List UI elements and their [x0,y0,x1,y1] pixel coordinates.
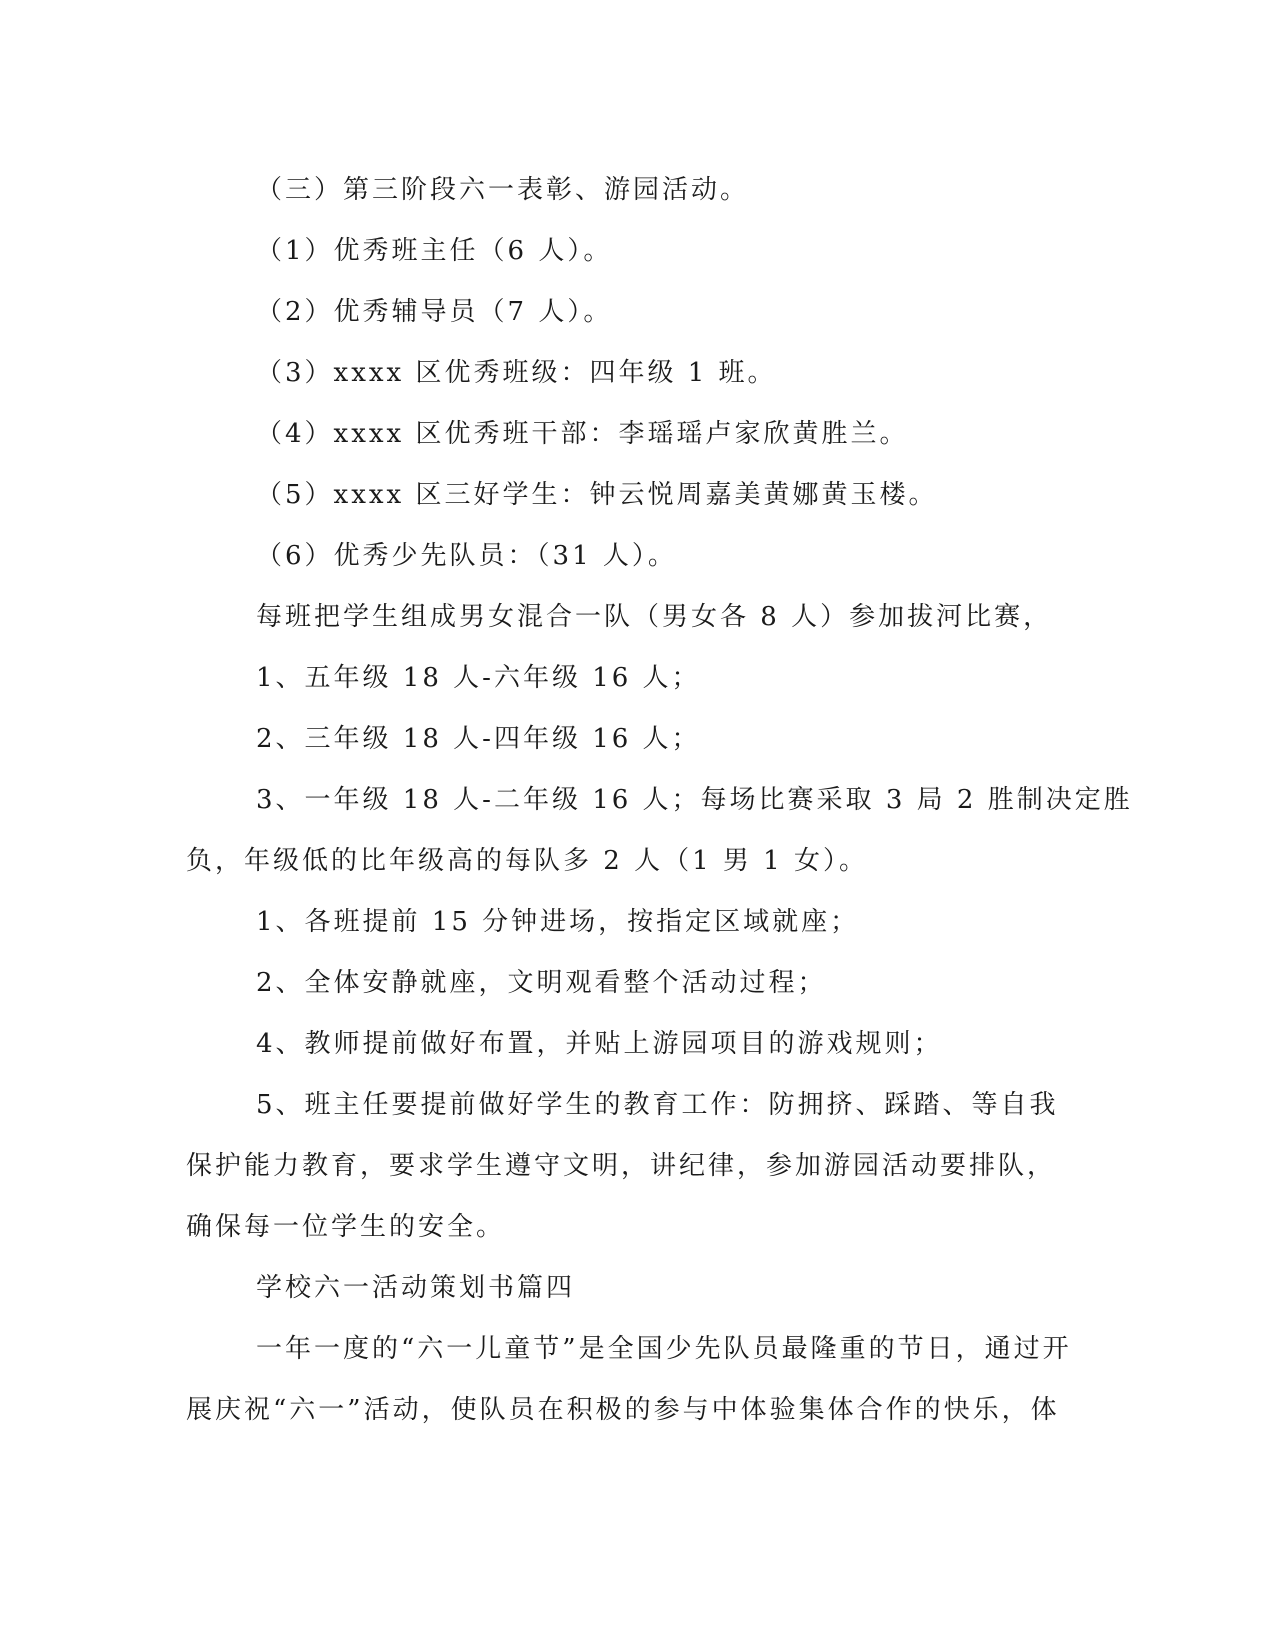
award-item-6: （6）优秀少先队员：（31 人）。 [256,541,677,571]
tug-of-war-intro: 每班把学生组成男女混合一队（男女各 8 人）参加拔河比赛， [256,602,1053,632]
rule-item-5: 5、班主任要提前做好学生的教育工作：防拥挤、踩踏、等自我 [256,1090,1059,1120]
award-item-1: （1）优秀班主任（6 人）。 [256,236,613,266]
match-item-2: 2、三年级 18 人-四年级 16 人； [256,724,701,754]
section-title-part-four: 学校六一活动策划书篇四 [256,1273,576,1303]
match-item-3-continued: 负，年级低的比年级高的每队多 2 人（1 男 1 女）。 [186,846,868,876]
rule-item-1: 1、各班提前 15 分钟进场，按指定区域就座； [256,907,860,937]
section-heading-stage-three: （三）第三阶段六一表彰、游园活动。 [256,175,750,205]
rule-item-5-continued-1: 保护能力教育，要求学生遵守文明，讲纪律，参加游园活动要排队， [186,1151,1057,1181]
award-item-2: （2）优秀辅导员（7 人）。 [256,297,613,327]
intro-paragraph-line-2: 展庆祝“六一”活动，使队员在积极的参与中体验集体合作的快乐，体 [186,1395,1060,1425]
award-item-4: （4）xxxx 区优秀班干部：李瑶瑶卢家欣黄胜兰。 [256,419,909,449]
match-item-3: 3、一年级 18 人-二年级 16 人；每场比赛采取 3 局 2 胜制决定胜 [256,785,1133,815]
match-item-1: 1、五年级 18 人-六年级 16 人； [256,663,701,693]
rule-item-5-continued-2: 确保每一位学生的安全。 [186,1212,506,1242]
rule-item-4: 4、教师提前做好布置，并贴上游园项目的游戏规则； [256,1029,943,1059]
award-item-5: （5）xxxx 区三好学生：钟云悦周嘉美黄娜黄玉楼。 [256,480,938,510]
intro-paragraph-line-1: 一年一度的“六一儿童节”是全国少先队员最隆重的节日，通过开 [256,1334,1072,1364]
award-item-3: （3）xxxx 区优秀班级：四年级 1 班。 [256,358,777,388]
document-body [186,160,1133,1441]
rule-item-2: 2、全体安静就座，文明观看整个活动过程； [256,968,827,998]
